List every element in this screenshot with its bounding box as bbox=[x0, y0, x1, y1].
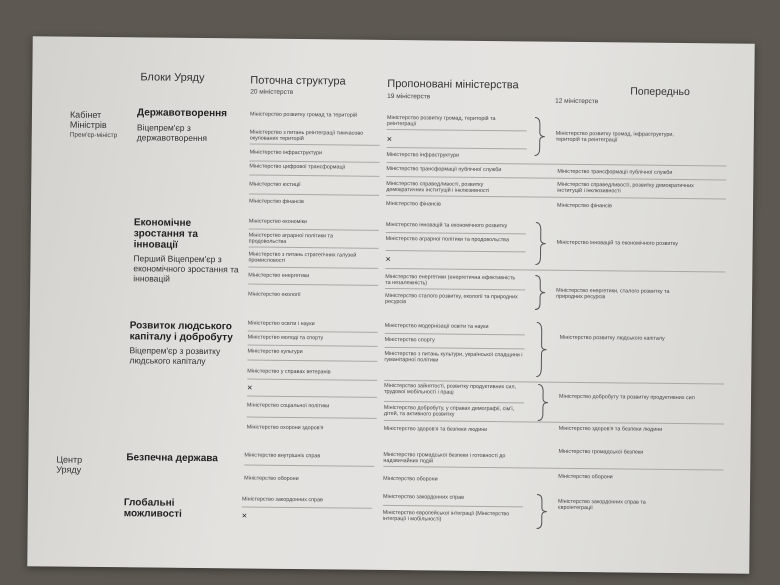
brace-icon bbox=[534, 116, 546, 156]
current-item: Міністерство розвитку громад та територій bbox=[249, 111, 358, 119]
final-item: Міністерство здоров'я та безпеки людини bbox=[558, 425, 663, 433]
proposed-item: Міністерство закордонних справ bbox=[382, 493, 464, 501]
brace-icon bbox=[534, 222, 546, 266]
current-item: Міністерство у справах ветеранів bbox=[247, 368, 331, 376]
current-item: Міністерство аграрної політики та продовольства bbox=[248, 232, 333, 246]
brace-icon bbox=[534, 274, 546, 310]
row-divider bbox=[249, 175, 379, 177]
row-divider bbox=[385, 268, 725, 273]
row-divider bbox=[385, 333, 525, 335]
header-blocks: Блоки Уряду bbox=[140, 71, 205, 85]
header-current-count: 20 міністерств bbox=[250, 88, 294, 96]
proposed-item: Міністерство оборони bbox=[383, 475, 438, 483]
header-preliminary: Попередньо bbox=[630, 85, 690, 99]
row-divider bbox=[249, 161, 379, 163]
brace-icon bbox=[536, 494, 548, 530]
final-item: Міністерство інновацій та економічного розвитку bbox=[556, 239, 679, 248]
block-3-sub: Віцепрем'єр з розвитку людського капіталу bbox=[129, 345, 221, 367]
header-current: Поточна структура bbox=[250, 74, 346, 88]
cabinet-label-1: Кабінет bbox=[69, 109, 102, 120]
row-divider bbox=[247, 359, 377, 361]
brace-icon bbox=[535, 322, 548, 378]
row-divider bbox=[385, 288, 525, 290]
row-divider bbox=[249, 194, 379, 196]
block-2-sub: Перший Віцепрем'єр з економічного зростання та інновацій bbox=[133, 253, 239, 284]
proposed-item: Міністерство спорту bbox=[384, 336, 435, 344]
row-divider bbox=[386, 250, 526, 252]
current-item: Міністерство юстиції bbox=[249, 181, 301, 189]
current-item: Міністерство закордонних справ bbox=[241, 496, 323, 504]
final-item: Міністерство громадської безпеки bbox=[558, 448, 644, 456]
current-item: Міністерство оборони bbox=[244, 475, 299, 483]
center-label-1: Центр bbox=[56, 454, 83, 465]
proposed-item: Міністерство фінансів bbox=[386, 200, 441, 208]
final-item: Міністерство добробуту та розвитку продуктивних сил bbox=[559, 393, 695, 402]
final-item: Міністерство закордонних справ та євроінтеграції bbox=[557, 498, 646, 512]
proposed-item: Міністерство інфраструктури bbox=[386, 151, 460, 159]
current-item: Міністерство з питань стратегічних галузей промисловості bbox=[248, 251, 357, 265]
proposed-item: Міністерство європейської інтеграції (Міністерство інтеграції і мобільності) bbox=[382, 509, 510, 523]
removed-mark: × bbox=[385, 253, 391, 264]
proposed-item: Міністерство з питань культури, української спадщини і гуманітарної політики bbox=[384, 350, 523, 364]
current-item: Міністерство молоді та спорту bbox=[247, 334, 324, 342]
row-divider bbox=[383, 466, 723, 471]
current-item: Міністерство економіки bbox=[248, 218, 307, 226]
final-item: Міністерство розвитку громад, інфраструктури, територій та реінтеграції bbox=[555, 130, 674, 144]
final-item: Міністерство справедливості, розвитку демократичних інституцій і інклюзивності bbox=[557, 181, 694, 195]
proposed-item: Міністерство модернізації освіти та науки bbox=[384, 322, 489, 331]
current-item: Міністерство охорони здоров'я bbox=[246, 424, 324, 432]
proposed-item: Міністерство добробуту, у справах демографії, сім'ї, дітей, та активного розвитку bbox=[383, 404, 515, 419]
block-3-title: Розвиток людського капіталу і добробуту bbox=[129, 320, 233, 344]
row-divider bbox=[248, 284, 378, 286]
row-divider bbox=[387, 129, 527, 131]
proposed-item: Міністерство трансформації публічної служби bbox=[386, 165, 502, 174]
row-divider bbox=[387, 147, 527, 149]
cabinet-sub: Прем'єр-міністр bbox=[69, 131, 118, 140]
row-divider bbox=[383, 505, 523, 507]
row-divider bbox=[247, 378, 377, 380]
final-item: Міністерство енергетики, сталого розвитку та природних ресурсів bbox=[556, 287, 670, 301]
final-item: Міністерство фінансів bbox=[557, 202, 612, 210]
row-divider bbox=[385, 347, 525, 349]
header-proposed-count: 19 міністерств bbox=[387, 92, 431, 101]
row-divider bbox=[247, 395, 377, 397]
removed-mark: × bbox=[247, 382, 253, 393]
printed-sheet bbox=[27, 36, 755, 574]
current-item: Міністерство фінансів bbox=[249, 198, 304, 206]
block-2-title: Економічне зростання та інновації bbox=[133, 217, 199, 251]
row-divider bbox=[384, 420, 724, 425]
header-proposed: Пропоновані міністерства bbox=[387, 77, 519, 92]
row-divider bbox=[242, 506, 372, 508]
block-4-title: Безпечна держава bbox=[126, 452, 218, 465]
final-item: Міністерство розвитку людського капіталу bbox=[559, 334, 665, 342]
current-item: Міністерство внутрішніх справ bbox=[244, 452, 321, 460]
removed-mark: × bbox=[241, 510, 248, 521]
proposed-item: Міністерство справедливості, розвитку демократичних інституцій і інклюзивності bbox=[386, 180, 490, 195]
center-label-2: Уряду bbox=[56, 464, 82, 475]
current-item: Міністерство культури bbox=[247, 348, 303, 356]
current-item: Міністерство цифрової трансформації bbox=[249, 163, 346, 171]
proposed-item: Міністерство здоров'я та безпеки людини bbox=[383, 425, 488, 434]
row-divider bbox=[244, 464, 374, 466]
row-divider bbox=[249, 229, 379, 231]
block-5-title: Глобальні можливості bbox=[123, 497, 182, 520]
row-divider bbox=[384, 401, 524, 403]
proposed-item: Міністерство енергетики (енергетична ефективність та незалежність) bbox=[385, 273, 516, 287]
current-item: Міністерство енергетики bbox=[248, 272, 310, 280]
brace-icon bbox=[537, 384, 549, 422]
proposed-item: Міністерство інновацій та економічного розвитку bbox=[385, 221, 508, 230]
current-item: Міністерство освіти і науки bbox=[247, 320, 315, 328]
proposed-item: Міністерство зайнятості, розвитку продуктивних сил, трудової мобільності і праці bbox=[384, 382, 517, 397]
row-divider bbox=[386, 232, 526, 234]
row-divider bbox=[386, 176, 726, 181]
proposed-item: Міністерство розвитку громад, територій та реінтеграції bbox=[386, 114, 496, 128]
row-divider bbox=[248, 331, 378, 333]
header-final-count: 12 міністерств bbox=[555, 97, 599, 106]
row-divider bbox=[250, 144, 380, 146]
current-item: Міністерство екології bbox=[248, 291, 301, 299]
current-item: Міністерство інфраструктури bbox=[249, 149, 323, 157]
proposed-item: Міністерство аграрної політики та продовольства bbox=[385, 235, 510, 244]
final-item: Міністерство трансформації публічної служби bbox=[557, 168, 673, 176]
current-item: Міністерство з питань реінтеграції тимчасово окупованих територій bbox=[249, 129, 364, 143]
row-divider bbox=[247, 416, 377, 418]
proposed-item: Міністерство сталого розвитку, екології та природних ресурсів bbox=[384, 292, 518, 306]
row-divider bbox=[248, 345, 378, 347]
current-item: Міністерство соціальної політики bbox=[246, 402, 330, 410]
final-item: Міністерство оборони bbox=[558, 473, 613, 481]
row-divider bbox=[248, 267, 378, 269]
block-1-title: Державотворення bbox=[136, 107, 228, 120]
cabinet-label-2: Міністрів bbox=[69, 119, 107, 131]
proposed-item: Міністерство громадської безпеки і готовності до надзвичайних подій bbox=[383, 451, 506, 465]
block-1-sub: Віцепрем'єр з державотворення bbox=[136, 122, 208, 144]
row-divider bbox=[249, 247, 379, 249]
removed-mark: × bbox=[386, 133, 393, 145]
